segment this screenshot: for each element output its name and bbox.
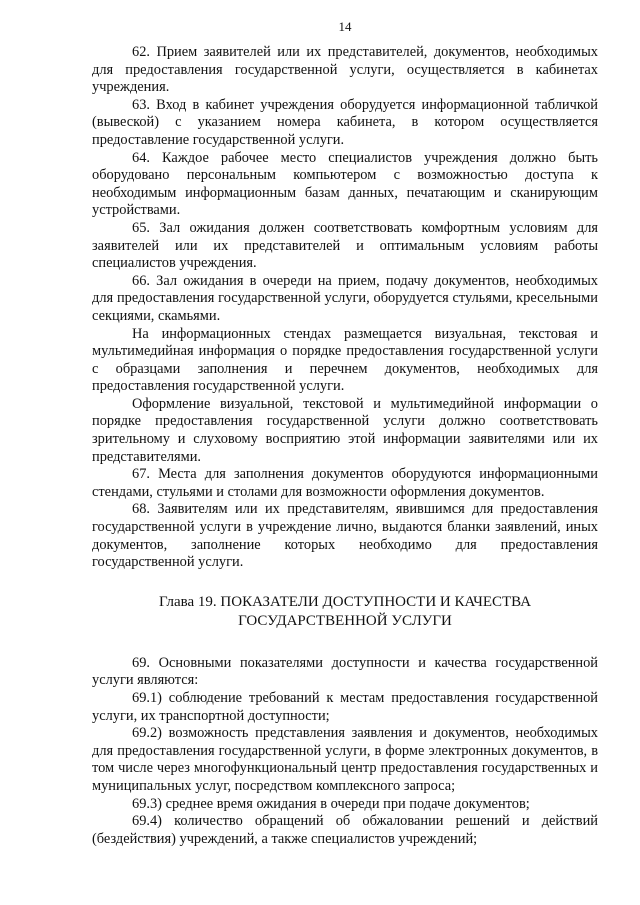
chapter-heading-line-2: ГОСУДАРСТВЕННОЙ УСЛУГИ [238,612,452,629]
paragraph-69-4: 69.4) количество обращений об обжаловании решений и действий (бездействия) учреждений, а также специалистов учреждений; [92,813,598,847]
paragraph-62: 62. Прием заявителей или их представителей, документов, необходимых для предоставления государственной услуги, осуществляется в кабинетах учреждения. [92,44,598,96]
paragraph-66: 66. Зал ожидания в очереди на прием, подачу документов, необходимых для предоставления государственной услуги, оборудуется стульями, кресельными секциями, скамьями. [92,272,598,324]
paragraph-69-3: 69.3) среднее время ожидания в очереди при подаче документов; [132,795,530,812]
paragraph-69-1: 69.1) соблюдение требований к местам предоставления государственной услуги, их транспортной доступности; [92,690,598,724]
chapter-heading-line-1: Глава 19. ПОКАЗАТЕЛИ ДОСТУПНОСТИ И КАЧЕСТВА [158,593,532,610]
paragraph-68: 68. Заявителям или их представителям, явившимся для предоставления государственной услуги в учреждение лично, выдаются бланки заявлений, иных документов, заполнение которых необходимо для предоставления государственной услуги. [92,501,598,571]
chapter-heading [92,593,598,631]
paragraph-info-stands: На информационных стендах размещается визуальная, текстовая и мультимедийная информация о порядке предоставления государственной услуги с образцами заполнения и перечнем документов, необходимых для предоставления государственной услуги. [92,325,598,395]
paragraph-64: 64. Каждое рабочее место специалистов учреждения должно быть оборудовано персональным компьютером с возможностью доступа к необходимым информационным базам данных, печатающим и сканирующим устройствами. [92,149,598,219]
page-number: 14 [338,19,352,34]
paragraph-65: 65. Зал ожидания должен соответствовать комфортным условиям для заявителей или их представителей и оптимальным условиям работы специалистов учреждения. [92,219,598,272]
paragraph-63: 63. Вход в кабинет учреждения оборудуется информационной табличкой (вывеской) с указанием номера кабинета, в котором осуществляется предоставление государственной услуги. [92,96,598,148]
document-body [92,44,598,848]
paragraph-info-design: Оформление визуальной, текстовой и мультимедийной информации о порядке предоставления государственной услуги должно соответствовать зрительному и слуховому восприятию этой информации заявителями или их представителями. [92,395,598,465]
paragraph-67: 67. Места для заполнения документов оборудуются информационными стендами, стульями и столами для возможности оформления документов. [92,466,598,500]
paragraph-69: 69. Основными показателями доступности и качества государственной услуги являются: [92,654,598,689]
paragraph-69-2: 69.2) возможность представления заявления и документов, необходимых для предоставления государственной услуги, в форме электронных документов, в том числе через многофункциональный центр предоставления государственных и муниципальных услуг, посредством комплексного запроса; [92,725,598,794]
